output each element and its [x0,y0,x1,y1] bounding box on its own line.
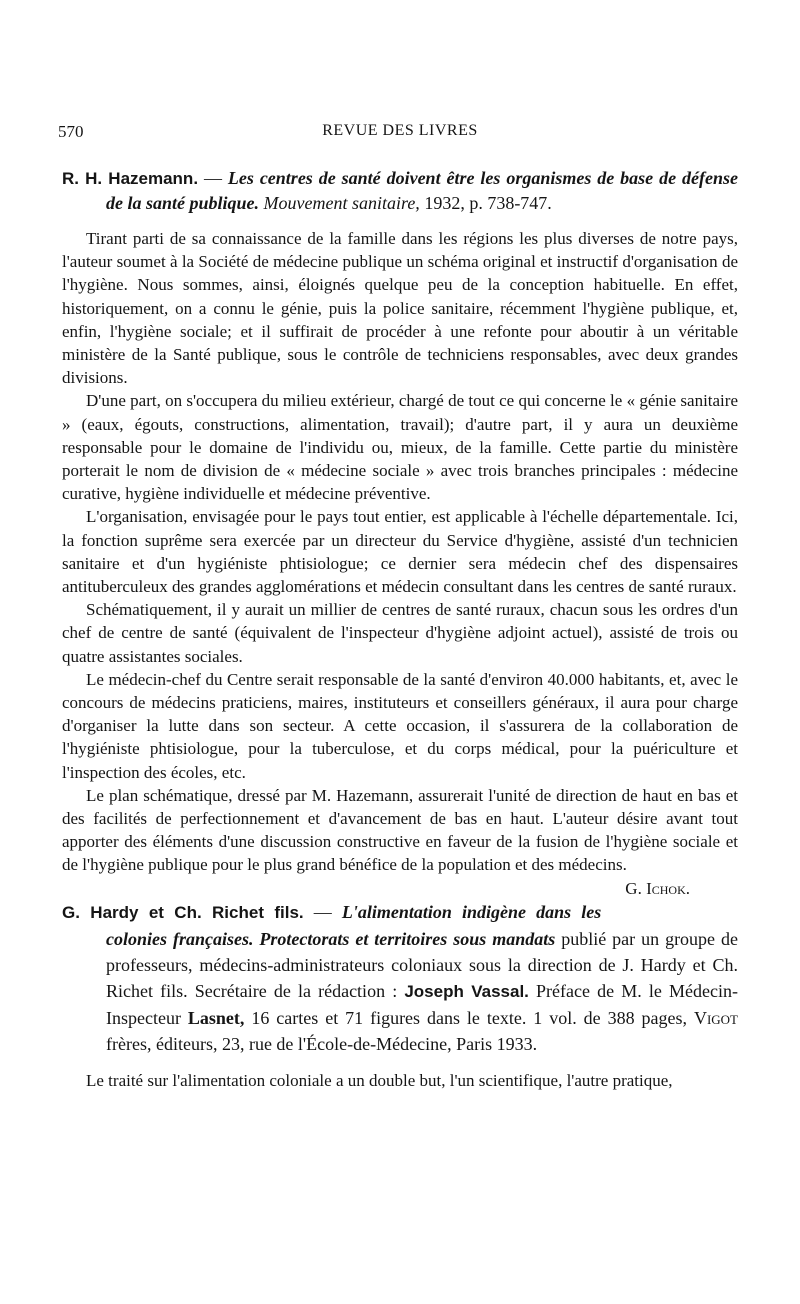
citation-text: 16 cartes et 71 figures dans le texte. 1 vol. de 388 pages, [244,1007,694,1028]
running-title: REVUE DES LIVRES [322,122,478,139]
preface-author: Lasnet, [187,1007,245,1028]
review-details: 1932, p. 738-747. [419,193,552,213]
review-title: Les centres de santé doivent être les organismes de base de défense de la santé publique. [106,168,738,213]
review-hardy-richet [62,899,738,1092]
review-paragraph: Le traité sur l'alimentation coloniale a un double but, l'un scientifique, l'autre pratique, [86,1070,673,1090]
review-title: L'alimentation indigène dans les colonies françaises. Protectorats et territoires sous mandats [106,901,602,949]
citation-dash: — [198,168,228,188]
review-journal: Mouvement sanitaire, [263,193,420,213]
review-paragraph-last [62,784,738,898]
review-paragraph: Le médecin-chef du Centre serait responsable de la santé d'environ 40.000 habitants, et, avec le concours de médecins praticiens, maires, instituteurs et conseillers généraux, il aura pour charge d'organiser la lutte dans son secteur. A cette occasion, il s'assurera de la collaboration de l'hygiéniste phtisiologue, pour la tuberculose, et du corps médical, pour la puériculture et l'inspection des écoles, etc. [62,669,738,782]
book-review-page [58,118,738,1092]
citation-dash: — [303,901,342,922]
citation-text: frères, éditeurs, 23, rue de l'École-de-Médecine, Paris 1933. [106,1033,538,1054]
page-number: 570 [58,122,84,141]
publisher-name: Vigot [693,1007,738,1028]
review-body [62,1069,738,1092]
review-paragraph: Schématiquement, il y aurait un millier de centres de santé ruraux, chacun sous les ordres d'un chef de centre de santé (équivalent de l'inspecteur d'hygiène adjoint actuel), assisté de trois ou quatre assistantes sociales. [62,600,738,666]
review-author: R. H. Hazemann. [62,169,199,188]
review-hazemann [62,166,738,898]
review-author: G. Hardy et Ch. Richet fils. [62,902,304,922]
citation-text: publié par un groupe de professeurs, médecins-administrateurs coloniaux sous la direction de J. Hardy et Ch. Richet fils. Secrétaire de la rédaction : [106,928,738,1001]
review-paragraph: D'une part, on s'occupera du milieu extérieur, chargé de tout ce qui concerne le « génie sanitaire » (eaux, égouts, constructions, alimentation, travail); d'autre part, il y aura un deuxième responsable pour le domaine de l'individu ou, mieux, de la famille. Cette partie du ministère porterait le nom de division de « médecine sociale » avec trois branches principales : médecine curative, hygiène individuelle et médecine préventive. [62,391,738,504]
review-citation [62,899,738,1057]
review-body [62,227,738,898]
review-paragraph: L'organisation, envisagée pour le pays tout entier, est applicable à l'échelle départementale. Ici, la fonction suprême sera exercée par un directeur du Service d'hygiène, assisté d'un technicien sanitaire et d'un hygiéniste phtisiologue; ce dernier sera médecin chef des dispensaires antituberculeux des grandes agglomérations et médecin consultant dans les centres de santé ruraux. [62,507,738,597]
review-paragraph: Tirant parti de sa connaissance de la famille dans les régions les plus diverses de notre pays, l'auteur soumet à la Société de médecine publique un schéma original et instructif d'organisation de l'hygiène. Nous sommes, ainsi, éloignés quelque peu de la conception habituelle. En effet, historiquement, on a connu le génie, puis la police sanitaire, récemment l'hygiène publique, et, enfin, l'hygiène sociale; et il suffirait de procéder à une refonte pour aboutir à un véritable ministère de la Santé publique, sous le contrôle de techniciens responsables, avec deux grandes divisions. [62,229,738,388]
review-citation [62,166,738,215]
citation-text: Préface de M. le Médecin-Inspecteur [106,980,738,1028]
page-header [58,118,738,144]
reviewer-signature: G. Ichok. [625,878,690,898]
secretary-name: Joseph Vassal. [404,981,529,1001]
review-paragraph-text: Le plan schématique, dressé par M. Hazemann, assurerait l'unité de direction de haut en bas et des facilités de perfectionnement et d'avancement de bas en haut. L'auteur désire avant tout apporter des éléments d'une discussion constructive en faveur de la fusion de l'hygiène sociale et de l'hygiène publique pour le plus grand bénéfice de la population et des médecins. [62,785,738,875]
